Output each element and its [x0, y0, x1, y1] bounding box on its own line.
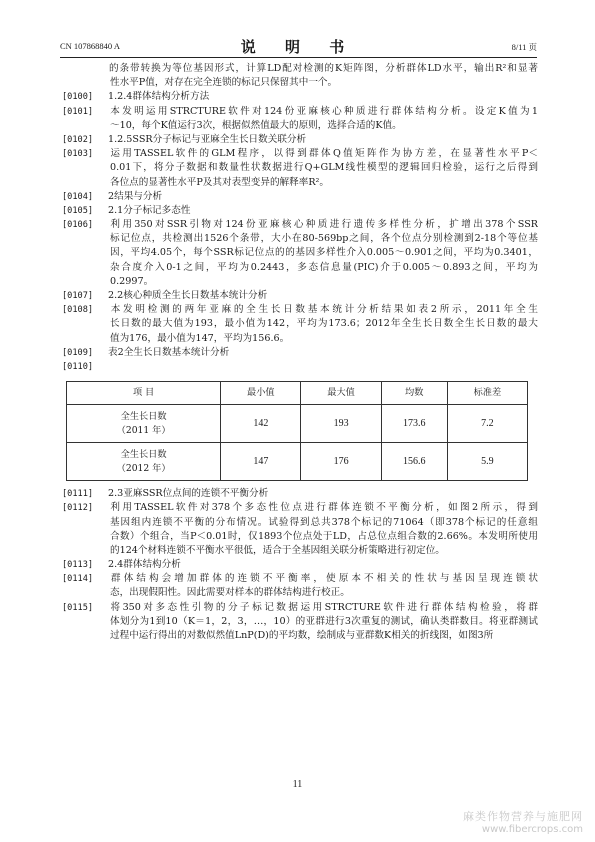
paragraph-number: [0105] [62, 205, 94, 216]
paragraph-line [62, 289, 538, 303]
paragraphs-before-table [62, 62, 538, 374]
table-header-cell: 标准差 [447, 382, 527, 405]
paragraph-text: 性水平P值，对存在完全连锁的标记只保留其中一个。 [110, 77, 338, 89]
paragraph-text: 本发明检测的两年亚麻的全生长日数基本统计分析结果如表2所示，2011年全生 [108, 304, 538, 316]
paragraph-line [62, 133, 538, 147]
paragraph-line [62, 190, 538, 204]
paragraph-text: 2.2核心种质全生长日数基本统计分析 [108, 290, 268, 301]
paragraph-line [62, 261, 538, 275]
table-row [67, 405, 528, 443]
paragraph-line [62, 615, 538, 629]
paragraph-number: [0109] [62, 347, 94, 358]
table-header-cell: 均数 [381, 382, 447, 405]
paragraph-line [62, 161, 538, 175]
table-cell-item [67, 405, 221, 443]
document-number: CN 107868840 A [60, 41, 120, 51]
paragraph-number: [0103] [62, 149, 94, 160]
table-header-cell: 最小值 [221, 382, 301, 405]
paragraph-number: [0104] [62, 191, 94, 202]
paragraph-line [62, 76, 538, 90]
paragraph-text: 各位点的显著性水平P及其对表型变异的解释率R²。 [110, 176, 329, 188]
paragraph-text: 0.01下，将分子数据和数量性状数据进行Q+GLM线性模型的逻辑回归检验，运行之后得到 [110, 162, 538, 174]
paragraph-line [62, 275, 538, 289]
item-year: （2011 年） [116, 424, 171, 436]
paragraph-line [62, 558, 538, 572]
paragraph-number: [0101] [62, 106, 94, 117]
paragraph-text: 2.1分子标记多态性 [108, 204, 191, 216]
paragraph-number: [0115] [62, 602, 94, 613]
paragraph-number: [0108] [62, 305, 94, 316]
paragraph-line [62, 360, 538, 374]
paragraph-text: 2结果与分析 [108, 190, 163, 202]
paragraph-line [62, 346, 538, 360]
paragraph-text: 杂合度介入0-1之间，平均为0.2443，多态信息量(PIC)介于0.005～0.893之间，平均为 [110, 261, 538, 273]
paragraph-text: 值为176，最小值为147，平均为156.6。 [110, 332, 290, 344]
table-cell-sd: 7.2 [447, 405, 527, 443]
table-cell-max: 193 [301, 405, 381, 443]
paragraph-text: 1.2.5SSR分子标记与亚麻全生长日数关联分析 [108, 133, 307, 145]
paragraph-number: [0100] [62, 92, 94, 103]
paragraph-line [62, 246, 538, 260]
paragraph-line [62, 317, 538, 331]
paragraph-text: 长日数的最大值为193，最小值为142，平均为173.6；2012年全生长日数全生长日数的最大 [110, 318, 538, 330]
paragraph-text: 利用350对SSR引物对124份亚麻核心种质进行遗传多样性分析，扩增出378个SSR [108, 219, 538, 231]
table-cell-mean: 156.6 [381, 443, 447, 481]
table-header-cell: 项 目 [67, 382, 221, 405]
paragraph-text: 过程中运行得出的对数似然值LnP(D)的平均数，绘制成与亚群数K相关的折线图，如图3所 [110, 630, 494, 641]
paragraph-number: [0112] [62, 503, 94, 514]
paragraph-text: 0.2997。 [110, 275, 154, 287]
table-cell-mean: 173.6 [381, 405, 447, 443]
paragraph-line [62, 544, 538, 558]
document-title: 说 明 书 [240, 38, 357, 56]
page-number: 11 [292, 779, 303, 790]
paragraph-line [62, 572, 538, 586]
statistics-table [66, 381, 528, 481]
paragraph-line [62, 119, 538, 133]
paragraph-text: 2.3亚麻SSR位点间的连锁不平衡分析 [108, 488, 269, 500]
page-indicator: 8/11 页 [511, 42, 537, 52]
paragraph-line [62, 586, 538, 600]
paragraph-text: 1.2.4群体结构分析方法 [108, 91, 210, 103]
item-year: （2012 年） [116, 462, 171, 474]
paragraph-line [62, 176, 538, 190]
paragraph-number: [0110] [62, 361, 94, 372]
paragraph-number: [0111] [62, 489, 94, 500]
header-rule [60, 57, 537, 58]
paragraph-text: 将350对多态性引物的分子标记数据运用STRCTURE软件进行群体结构检验，将群 [108, 601, 538, 613]
paragraph-line [62, 105, 538, 119]
paragraph-text: 表2全生长日数基本统计分析 [108, 346, 230, 358]
paragraph-line [62, 332, 538, 346]
paragraph-line [62, 530, 538, 544]
paragraph-text: 合数）个组合，当P＜0.01时，仅1893个位点处于LD，占总位点组合数的2.66%。本发明所使用 [110, 530, 538, 542]
paragraph-line [62, 601, 538, 615]
paragraph-line [62, 501, 538, 515]
paragraph-text: 因，平均4.05个，每个SSR标记位点的的基因多样性介入0.005～0.901之间，平均为0.3401， [110, 247, 538, 259]
paragraph-text: 运用TASSEL软件的GLM程序，以得到群体Q值矩阵作为协方差，在显著性水平P＜ [108, 148, 538, 160]
paragraph-number: [0114] [62, 574, 94, 585]
paragraph-line [62, 516, 538, 530]
table-cell-min: 142 [221, 405, 301, 443]
paragraph-line [62, 90, 538, 104]
item-label: 全生长日数 [120, 410, 167, 422]
paragraph-line [62, 204, 538, 218]
watermark [463, 808, 583, 835]
paragraph-text: 体划分为1到10（K＝1，2，3，…，10）的亚群进行3次重复的测试，确认类群数目。将亚群测试 [110, 615, 538, 627]
table-cell-sd: 5.9 [447, 443, 527, 481]
paragraphs-after-table [62, 487, 538, 643]
paragraph-text: ～10，每个K值运行3次，根据似然值最大的原则，选择合适的K值。 [110, 119, 402, 131]
paragraph-text: 基因组内连锁不平衡的分布情况。试验得到总共378个标记的71064（即378个标记的任意组 [110, 516, 538, 528]
paragraph-line [62, 62, 538, 76]
table-header-row [67, 382, 528, 405]
paragraph-line [62, 303, 538, 317]
paragraph-text: 的124个材料连锁不平衡水平很低，适合于全基因组关联分析策略进行初定位。 [110, 544, 445, 556]
table-header-cell: 最大值 [301, 382, 381, 405]
paragraph-text: 利用TASSEL软件对378个多态性位点进行群体连锁不平衡分析，如图2所示，得到 [108, 502, 538, 514]
paragraph-number: [0106] [62, 220, 94, 231]
paragraph-text: 2.4群体结构分析 [108, 559, 181, 571]
paragraph-line [62, 232, 538, 246]
table-cell-min: 147 [221, 443, 301, 481]
paragraph-text: 的条带转换为等位基因形式，计算LD配对检测的K矩阵图，分析群体LD水平，输出R²和显著 [108, 63, 538, 74]
paragraph-text: 群体结构会增加群体的连锁不平衡率，使原本不相关的性状与基因呈现连锁状 [108, 573, 538, 585]
table-cell-item [67, 443, 221, 481]
item-label: 全生长日数 [120, 448, 167, 460]
paragraph-line [62, 218, 538, 232]
paragraph-text: 标记位点，共检测出1526个条带，大小在80-569bp之间，各个位点分别检测到2-18个等位基 [110, 233, 538, 245]
table-row [67, 443, 528, 481]
table-cell-max: 176 [301, 443, 381, 481]
paragraph-text: 态，出现假阳性。因此需要对样本的群体结构进行校正。 [110, 587, 350, 599]
watermark-line: 麻类作物营养与施肥网 [463, 810, 583, 823]
paragraph-line [62, 487, 538, 501]
paragraph-number: [0107] [62, 291, 94, 301]
paragraph-line [62, 147, 538, 161]
page-header [60, 38, 537, 56]
document-body [62, 62, 538, 643]
paragraph-number: [0102] [62, 134, 94, 145]
paragraph-text: 本发明运用STRCTURE软件对124份亚麻核心种质进行群体结构分析。设定K值为1 [108, 105, 538, 117]
watermark-line: www.fibercrops.com [481, 824, 583, 835]
paragraph-number: [0113] [62, 560, 94, 571]
paragraph-line [62, 629, 538, 643]
